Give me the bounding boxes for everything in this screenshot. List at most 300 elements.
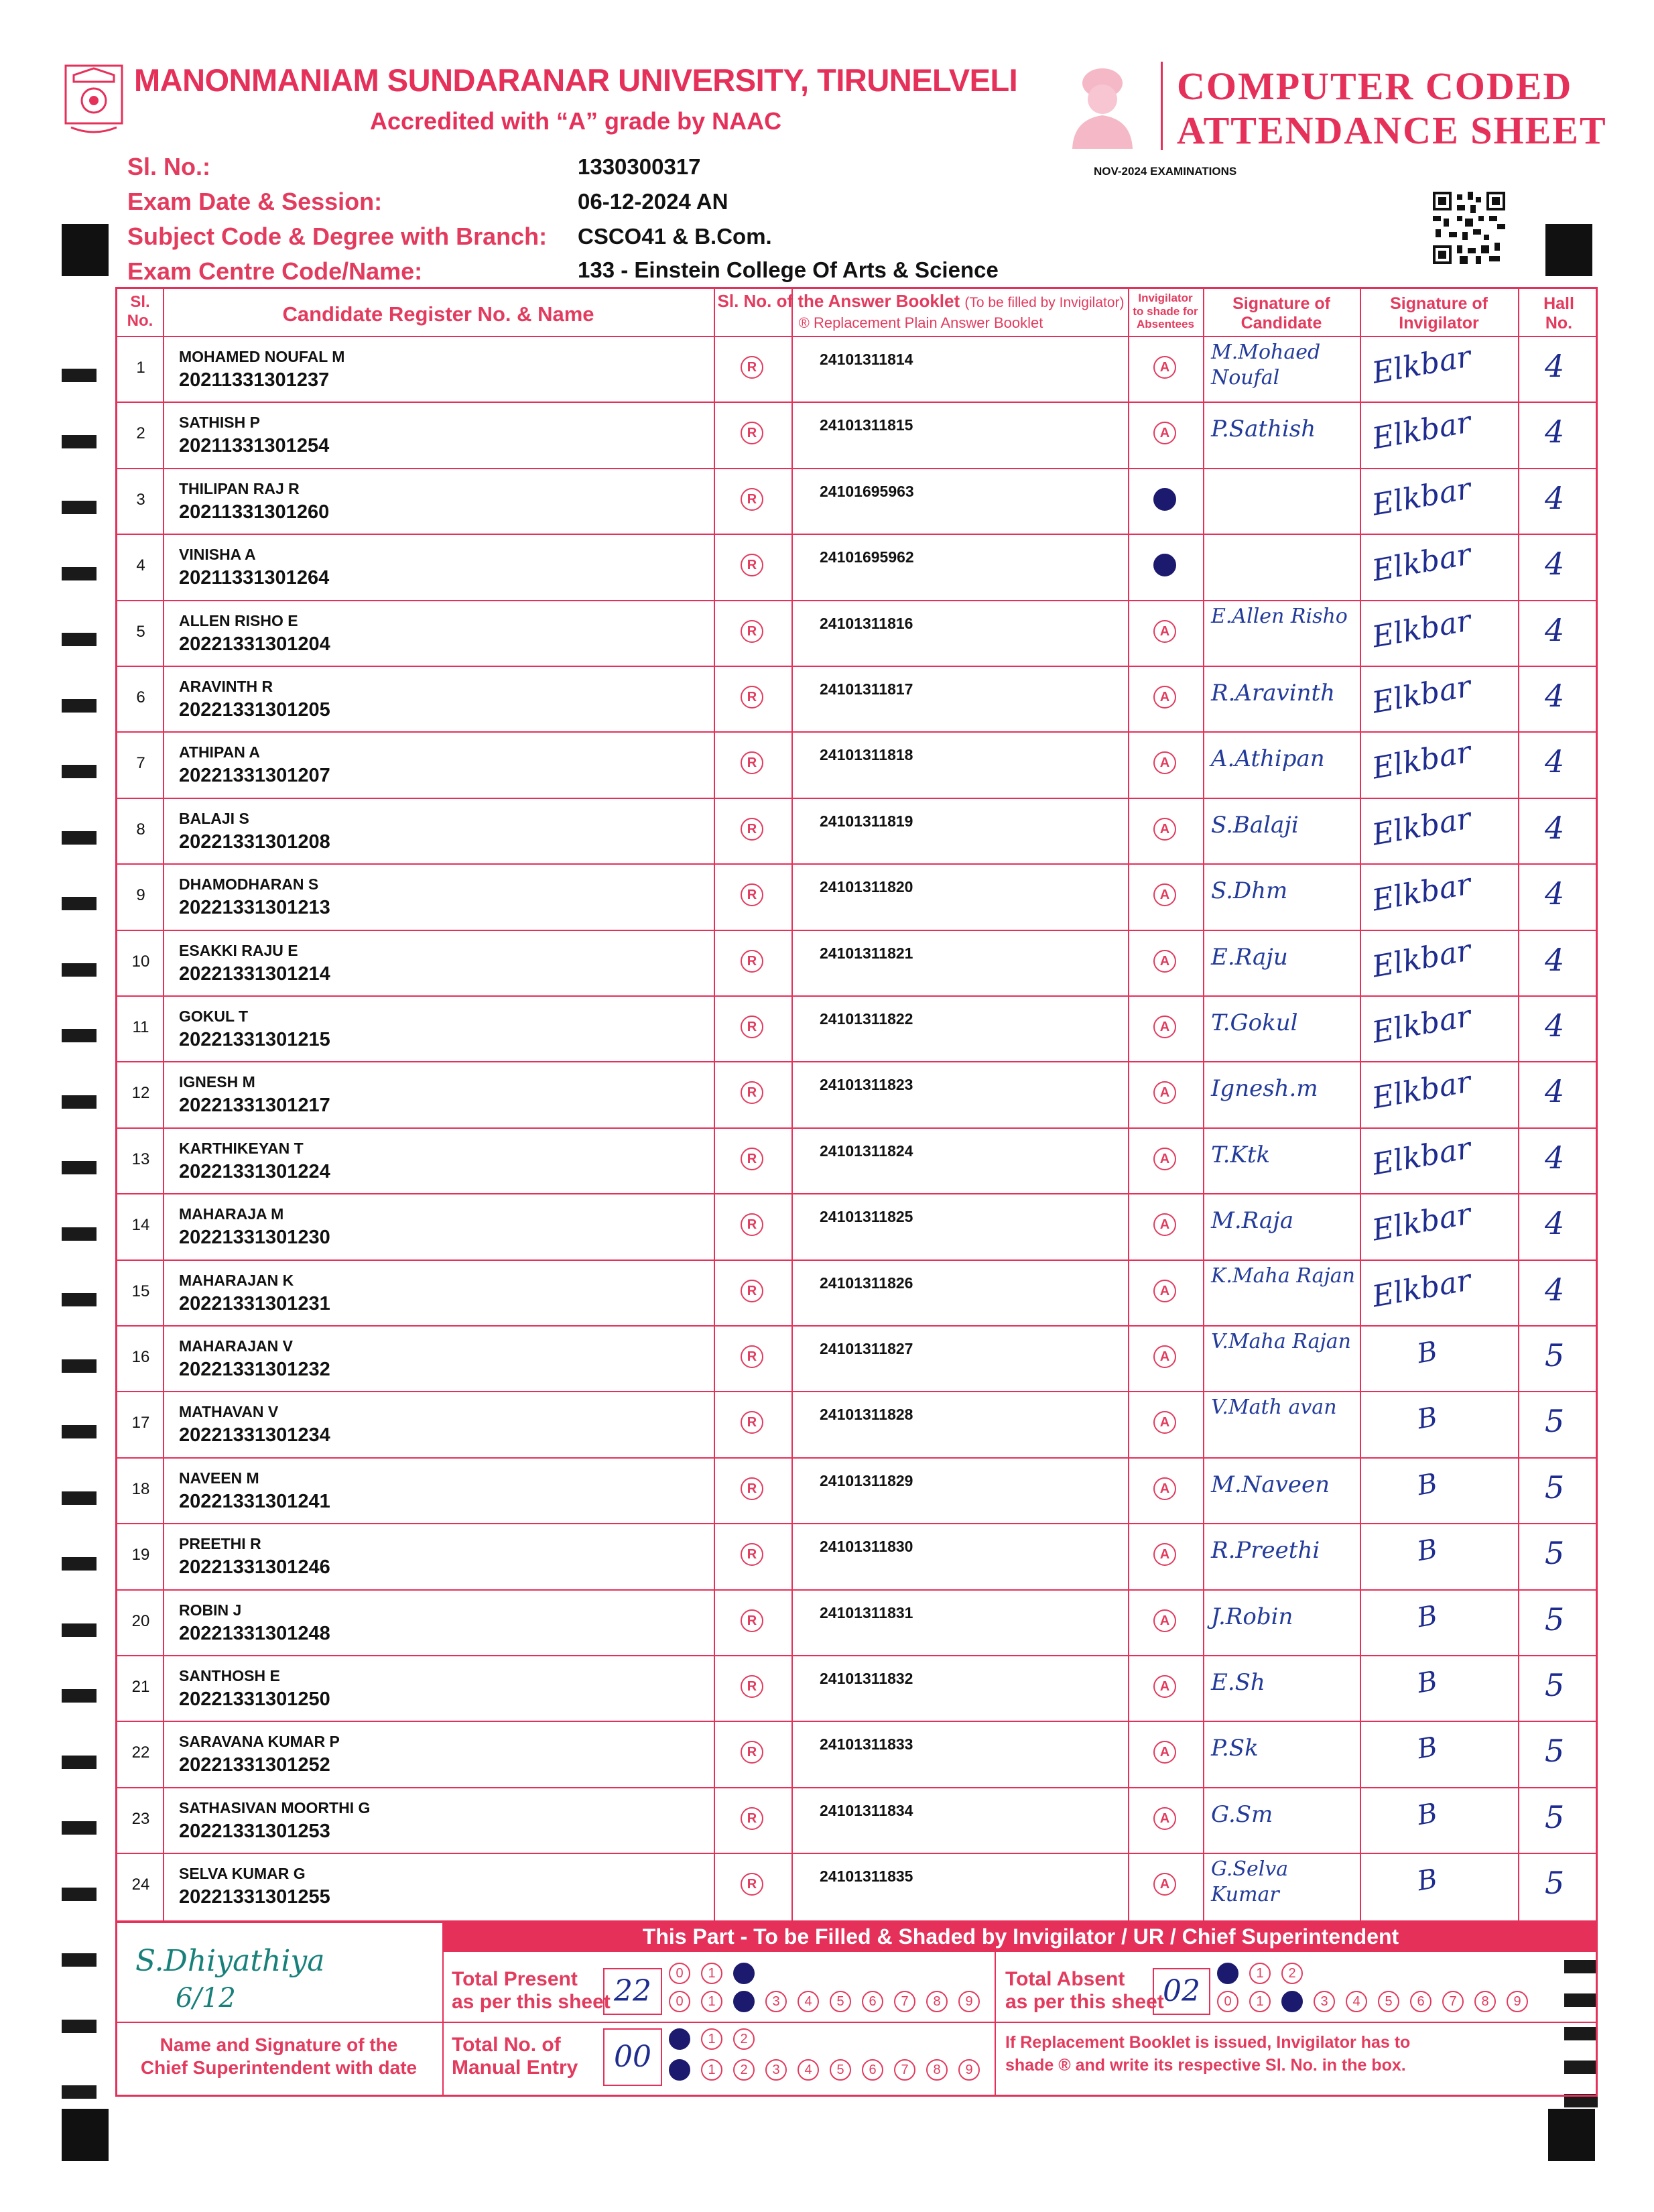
replacement-bubble[interactable]: R <box>741 1345 763 1368</box>
answer-booklet-number: 24101311818 <box>820 746 913 764</box>
answer-booklet-number: 24101311824 <box>820 1142 913 1160</box>
absent-bubble[interactable]: A <box>1153 620 1176 643</box>
candidate-name: ALLEN RISHO E <box>179 611 298 629</box>
table-row <box>117 468 1596 534</box>
replacement-bubble[interactable]: R <box>741 554 763 576</box>
invigilator-signature: B <box>1415 1467 1440 1502</box>
registration-mark <box>62 2109 109 2161</box>
table-row <box>117 1787 1596 1853</box>
register-number: 20211331301254 <box>179 435 330 457</box>
hall-number: 4 <box>1545 1205 1565 1242</box>
candidate-name: ROBIN J <box>179 1601 242 1619</box>
header-sl: Sl. No. <box>127 293 153 330</box>
exam-date-label: Exam Date & Session: <box>127 188 383 215</box>
replacement-bubble[interactable]: R <box>741 1609 763 1632</box>
invigilator-signature: Elkbar <box>1369 603 1474 655</box>
candidate-name: SELVA KUMAR G <box>179 1865 306 1883</box>
replacement-bubble[interactable]: R <box>741 1807 763 1830</box>
registration-mark <box>1545 224 1592 276</box>
register-number: 20221331301253 <box>179 1820 330 1842</box>
timing-mark <box>62 1227 97 1241</box>
absent-bubble[interactable]: A <box>1153 356 1176 379</box>
absent-bubble[interactable]: A <box>1153 686 1176 709</box>
table-row <box>117 1325 1596 1391</box>
row-sl-no: 19 <box>131 1546 150 1564</box>
digit-bubble[interactable]: 1 <box>1249 1991 1271 2012</box>
candidate-name: ATHIPAN A <box>179 743 260 761</box>
header-booklet-note: (To be filled by Invigilator) <box>964 295 1125 310</box>
digit-bubble[interactable]: 8 <box>1474 1991 1496 2012</box>
timing-mark <box>62 2020 97 2033</box>
candidate-signature: M.Raja <box>1211 1207 1294 1235</box>
invigilator-signature: B <box>1415 1402 1440 1436</box>
answer-booklet-number: 24101311823 <box>820 1076 913 1094</box>
replacement-bubble[interactable]: R <box>741 1477 763 1500</box>
answer-booklet-number: 24101695962 <box>820 548 914 566</box>
exam-session-tag: NOV-2024 EXAMINATIONS <box>1094 165 1237 178</box>
candidate-signature: A.Athipan <box>1211 745 1325 773</box>
timing-mark <box>62 1557 97 1571</box>
absent-bubble[interactable] <box>1153 554 1176 576</box>
absent-bubble[interactable]: A <box>1153 751 1176 774</box>
answer-booklet-number: 24101695963 <box>820 482 914 500</box>
absent-bubble[interactable]: A <box>1153 1543 1176 1566</box>
digit-bubble[interactable]: 6 <box>862 2059 883 2081</box>
invigilator-signature: Elkbar <box>1369 1064 1474 1116</box>
register-number: 20221331301234 <box>179 1424 330 1447</box>
digit-bubble[interactable]: 4 <box>1346 1991 1367 2012</box>
register-number: 20221331301231 <box>179 1292 330 1314</box>
row-sl-no: 5 <box>136 622 145 641</box>
table-row <box>117 1523 1596 1589</box>
register-number: 20221331301213 <box>179 897 330 919</box>
register-number: 20211331301264 <box>179 567 330 589</box>
total-absent-box: 02 <box>1153 1968 1210 2015</box>
invigilator-signature: Elkbar <box>1369 537 1474 589</box>
digit-bubble[interactable]: 6 <box>1410 1991 1432 2012</box>
absent-bubble[interactable]: A <box>1153 1741 1176 1764</box>
digit-bubble[interactable]: 2 <box>733 2059 755 2081</box>
candidate-name: SATHASIVAN MOORTHI G <box>179 1798 371 1817</box>
candidate-signature: E.Sh <box>1211 1669 1265 1696</box>
total-absent-tens <box>1217 1963 1314 1984</box>
hall-number: 4 <box>1545 414 1565 450</box>
digit-bubble[interactable]: 5 <box>1378 1991 1399 2012</box>
sheet-title <box>1177 64 1607 153</box>
answer-booklet-number: 24101311816 <box>820 614 913 632</box>
hall-number: 5 <box>1545 1733 1565 1770</box>
absent-bubble[interactable]: A <box>1153 1873 1176 1896</box>
timing-mark <box>62 1425 97 1438</box>
table-row <box>117 731 1596 797</box>
digit-bubble[interactable]: 8 <box>926 1991 948 2012</box>
candidate-signature: E.Raju <box>1211 943 1288 971</box>
hall-number: 5 <box>1545 1798 1565 1835</box>
register-number: 20221331301215 <box>179 1029 330 1050</box>
digit-bubble[interactable]: 1 <box>701 2028 722 2050</box>
register-number: 20221331301204 <box>179 633 330 655</box>
answer-booklet-number: 24101311819 <box>820 812 913 830</box>
register-number: 20221331301252 <box>179 1754 330 1776</box>
candidate-signature: S.Balaji <box>1211 811 1299 839</box>
header-booklet <box>714 292 1128 312</box>
candidate-name: MATHAVAN V <box>179 1403 279 1421</box>
row-sl-no: 13 <box>131 1150 150 1168</box>
register-number: 20221331301208 <box>179 831 330 853</box>
absent-bubble[interactable]: A <box>1153 1016 1176 1038</box>
table-row <box>117 1127 1596 1193</box>
registration-mark <box>62 224 109 276</box>
digit-bubble[interactable]: 3 <box>1314 1991 1335 2012</box>
table-row <box>117 930 1596 995</box>
digit-bubble[interactable] <box>1281 1991 1303 2012</box>
register-number: 20221331301224 <box>179 1160 330 1182</box>
timing-mark <box>62 1888 97 1901</box>
candidate-name: MAHARAJAN K <box>179 1271 294 1289</box>
digit-bubble[interactable]: 0 <box>669 1963 690 1984</box>
digit-bubble[interactable]: 4 <box>798 2059 819 2081</box>
candidate-signature: T.Gokul <box>1211 1009 1298 1036</box>
timing-mark <box>62 765 97 778</box>
timing-mark <box>62 567 97 580</box>
hall-number: 4 <box>1545 875 1565 912</box>
invigilator-signature: Elkbar <box>1369 405 1474 456</box>
table-row <box>117 1589 1596 1655</box>
replacement-bubble[interactable]: R <box>741 488 763 511</box>
digit-bubble[interactable] <box>669 2028 690 2050</box>
candidate-name: SANTHOSH E <box>179 1667 280 1684</box>
absent-bubble[interactable]: A <box>1153 1345 1176 1368</box>
digit-bubble[interactable]: 3 <box>765 2059 787 2081</box>
replacement-note: If Replacement Booklet is issued, Invigilator has to shade ® and write its respective Sl. No. in the box. <box>1005 2033 1411 2075</box>
candidate-name: THILIPAN RAJ R <box>179 479 300 497</box>
register-number: 20211331301237 <box>179 369 330 391</box>
candidate-name: DHAMODHARAN S <box>179 875 319 894</box>
hall-number: 4 <box>1545 941 1565 978</box>
row-sl-no: 17 <box>131 1414 150 1432</box>
candidate-name: ESAKKI RAJU E <box>179 941 298 959</box>
replacement-bubble[interactable]: R <box>741 356 763 379</box>
hall-number: 4 <box>1545 546 1565 582</box>
replacement-bubble[interactable]: R <box>741 686 763 709</box>
register-number: 20221331301214 <box>179 963 330 985</box>
row-sl-no: 22 <box>131 1743 150 1762</box>
row-sl-no: 4 <box>136 556 145 575</box>
digit-bubble[interactable]: 7 <box>1442 1991 1464 2012</box>
candidate-signature: V.Maha Rajan <box>1211 1330 1351 1353</box>
chief-date: 6/12 <box>176 1983 236 2014</box>
absent-bubble[interactable]: A <box>1153 1609 1176 1632</box>
timing-mark <box>62 2085 97 2099</box>
digit-bubble[interactable]: 0 <box>1217 1991 1238 2012</box>
register-number: 20221331301248 <box>179 1622 330 1644</box>
digit-bubble[interactable]: 0 <box>669 1991 690 2012</box>
answer-booklet-number: 24101311815 <box>820 416 913 434</box>
hall-number: 5 <box>1545 1403 1565 1440</box>
replacement-bubble[interactable]: R <box>741 950 763 973</box>
official-section-title: This Part - To be Filled & Shaded by Invigilator / UR / Chief Superintendent <box>444 1921 1598 1952</box>
row-sl-no: 20 <box>131 1611 150 1630</box>
invigilator-signature: B <box>1415 1335 1440 1370</box>
row-sl-no: 15 <box>131 1282 150 1300</box>
digit-bubble[interactable]: 1 <box>701 1963 722 1984</box>
sl-no-label: Sl. No.: <box>127 153 210 180</box>
digit-bubble[interactable]: 3 <box>765 1991 787 2012</box>
timing-mark <box>62 1953 97 1967</box>
answer-booklet-number: 24101311817 <box>820 680 913 698</box>
table-row <box>117 1391 1596 1457</box>
replacement-bubble[interactable]: R <box>741 422 763 444</box>
hall-number: 4 <box>1545 809 1565 846</box>
header-divider <box>1161 62 1163 150</box>
row-sl-no: 2 <box>136 424 145 443</box>
absent-bubble[interactable]: A <box>1153 950 1176 973</box>
header-booklet-title: Sl. No. of the Answer Booklet <box>717 291 960 311</box>
replacement-bubble[interactable]: R <box>741 883 763 906</box>
replacement-bubble[interactable]: R <box>741 1213 763 1236</box>
sheet-title-line-2: ATTENDANCE SHEET <box>1177 109 1607 152</box>
official-section <box>115 1921 1598 2097</box>
candidate-signature: K.Maha Rajan <box>1211 1264 1355 1288</box>
register-number: 20221331301241 <box>179 1490 330 1512</box>
chief-signature: S.Dhiyathiya <box>135 1944 325 1978</box>
attendance-table <box>115 287 1598 1922</box>
subject-label: Subject Code & Degree with Branch: <box>127 223 548 250</box>
candidate-signature: Ignesh.m <box>1211 1075 1318 1103</box>
candidate-signature: E.Allen Risho <box>1211 604 1348 628</box>
timing-mark <box>62 1029 97 1042</box>
row-sl-no: 11 <box>132 1018 149 1036</box>
table-row <box>117 798 1596 863</box>
invigilator-signature: Elkbar <box>1369 339 1474 391</box>
answer-booklet-number: 24101311832 <box>820 1670 913 1687</box>
candidate-signature: S.Dhm <box>1211 877 1288 905</box>
university-emblem <box>62 62 126 137</box>
absent-bubble[interactable]: A <box>1153 883 1176 906</box>
timing-mark <box>62 1623 97 1637</box>
candidate-name: IGNESH M <box>179 1073 255 1091</box>
answer-booklet-number: 24101311833 <box>820 1735 913 1754</box>
invigilator-signature: Elkbar <box>1369 999 1474 1050</box>
invigilator-signature: Elkbar <box>1369 867 1474 918</box>
replacement-bubble[interactable]: R <box>741 751 763 774</box>
candidate-name: MOHAMED NOUFAL M <box>179 348 345 365</box>
invigilator-signature: Elkbar <box>1369 933 1474 985</box>
absent-bubble[interactable]: A <box>1153 1213 1176 1236</box>
table-row <box>117 1193 1596 1259</box>
digit-bubble[interactable]: 2 <box>733 2028 755 2050</box>
exam-date-value: 06-12-2024 AN <box>578 189 728 214</box>
digit-bubble[interactable]: 7 <box>894 1991 915 2012</box>
header-replacement: ® Replacement Plain Answer Booklet <box>798 314 1043 331</box>
timing-mark <box>62 1359 97 1373</box>
replacement-bubble[interactable]: R <box>741 1543 763 1566</box>
total-present-box: 22 <box>603 1968 662 2015</box>
invigilator-signature: Elkbar <box>1369 1263 1474 1314</box>
timing-mark <box>62 963 97 977</box>
register-number: 20221331301205 <box>179 699 330 721</box>
answer-booklet-number: 24101311829 <box>820 1471 913 1489</box>
timing-mark <box>62 831 97 845</box>
timing-mark <box>62 501 97 514</box>
timing-mark <box>62 369 97 382</box>
total-present-units <box>669 1991 991 2012</box>
row-sl-no: 1 <box>136 359 145 377</box>
digit-bubble[interactable]: 9 <box>958 2059 980 2081</box>
digit-bubble[interactable]: 1 <box>701 2059 722 2081</box>
row-sl-no: 8 <box>136 820 145 839</box>
answer-booklet-number: 24101311828 <box>820 1406 913 1424</box>
registration-mark <box>1548 2109 1595 2161</box>
replacement-bubble[interactable]: R <box>741 1873 763 1896</box>
hall-number: 5 <box>1545 1601 1565 1638</box>
candidate-signature: G.Selva Kumar <box>1211 1857 1289 1907</box>
invigilator-signature: B <box>1415 1863 1440 1898</box>
row-sl-no: 14 <box>131 1216 150 1235</box>
table-row <box>117 336 1596 402</box>
row-sl-no: 21 <box>131 1678 150 1696</box>
row-sl-no: 23 <box>131 1809 150 1828</box>
replacement-bubble[interactable]: R <box>741 620 763 643</box>
table-row <box>117 1721 1596 1786</box>
hall-number: 4 <box>1545 611 1565 648</box>
absent-bubble[interactable] <box>1153 488 1176 511</box>
digit-bubble[interactable]: 7 <box>894 2059 915 2081</box>
hall-number: 4 <box>1545 678 1565 714</box>
hall-number: 5 <box>1545 1337 1565 1373</box>
header-invigilator-shade: Invigilator to shade for Absentees <box>1133 292 1198 331</box>
header-candidate: Candidate Register No. & Name <box>282 302 594 326</box>
candidate-name: BALAJI S <box>179 809 249 827</box>
replacement-bubble[interactable]: R <box>741 1675 763 1698</box>
candidate-signature: R.Preethi <box>1211 1537 1320 1564</box>
invigilator-signature: B <box>1415 1731 1440 1766</box>
answer-booklet-number: 24101311822 <box>820 1010 913 1028</box>
invigilator-signature: Elkbar <box>1369 735 1474 786</box>
candidate-name: PREETHI R <box>179 1535 261 1553</box>
invigilator-signature: Elkbar <box>1369 1131 1474 1182</box>
manual-entry-box: 00 <box>603 2028 662 2086</box>
table-row <box>117 863 1596 929</box>
table-row <box>117 1259 1596 1325</box>
candidate-signature: R.Aravinth <box>1211 680 1336 706</box>
digit-bubble[interactable]: 9 <box>958 1991 980 2012</box>
timing-mark <box>62 1293 97 1306</box>
table-row <box>117 666 1596 731</box>
total-absent-label: Total Absent as per this sheet <box>1005 1968 1164 2013</box>
digit-bubble[interactable]: 5 <box>830 1991 851 2012</box>
hall-number: 5 <box>1545 1535 1565 1572</box>
digit-bubble[interactable] <box>733 1991 755 2012</box>
digit-bubble[interactable] <box>1217 1963 1238 1984</box>
candidate-signature: M.Mohaed Noufal <box>1211 341 1321 389</box>
invigilator-signature: Elkbar <box>1369 1196 1474 1248</box>
digit-bubble[interactable]: 2 <box>1281 1963 1303 1984</box>
invigilator-signature: B <box>1415 1797 1440 1832</box>
absent-bubble[interactable]: A <box>1153 1081 1176 1104</box>
timing-mark <box>62 1756 97 1769</box>
invigilator-signature: B <box>1415 1599 1440 1634</box>
candidate-name: SATHISH P <box>179 414 260 432</box>
timing-mark <box>62 1689 97 1703</box>
manual-entry-label: Total No. of Manual Entry <box>452 2034 578 2079</box>
register-number: 20221331301250 <box>179 1688 330 1710</box>
manual-entry-tens <box>669 2028 765 2050</box>
candidate-signature: J.Robin <box>1211 1603 1293 1630</box>
replacement-bubble[interactable]: R <box>741 818 763 841</box>
answer-booklet-number: 24101311821 <box>820 944 913 962</box>
table-row <box>117 1457 1596 1523</box>
replacement-bubble[interactable]: R <box>741 1280 763 1302</box>
replacement-bubble[interactable]: R <box>741 1016 763 1038</box>
replacement-bubble[interactable]: R <box>741 1411 763 1434</box>
register-number: 20221331301217 <box>179 1095 330 1117</box>
centre-label: Exam Centre Code/Name: <box>127 257 423 285</box>
digit-bubble[interactable]: 8 <box>926 2059 948 2081</box>
candidate-signature: P.Sathish <box>1211 416 1316 443</box>
row-sl-no: 18 <box>131 1479 150 1498</box>
timing-mark <box>62 1161 97 1174</box>
register-number: 20211331301260 <box>179 501 330 523</box>
hall-number: 4 <box>1545 348 1565 384</box>
register-number: 20221331301230 <box>179 1227 330 1249</box>
absent-bubble[interactable]: A <box>1153 1411 1176 1434</box>
digit-bubble[interactable]: 6 <box>862 1991 883 2012</box>
total-present-tens <box>669 1963 765 1984</box>
digit-bubble[interactable]: 1 <box>701 1991 722 2012</box>
candidate-name: NAVEEN M <box>179 1469 259 1487</box>
absent-bubble[interactable]: A <box>1153 422 1176 444</box>
digit-bubble[interactable]: 5 <box>830 2059 851 2081</box>
invigilator-signature: Elkbar <box>1369 801 1474 853</box>
digit-bubble[interactable]: 4 <box>798 1991 819 2012</box>
replacement-bubble[interactable]: R <box>741 1081 763 1104</box>
answer-booklet-number: 24101311814 <box>820 351 913 368</box>
hall-number: 4 <box>1545 1271 1565 1308</box>
table-row <box>117 1853 1596 1918</box>
hall-number: 4 <box>1545 743 1565 780</box>
absent-bubble[interactable]: A <box>1153 1280 1176 1302</box>
timing-mark <box>62 435 97 448</box>
replacement-bubble[interactable]: R <box>741 1148 763 1170</box>
table-row <box>117 995 1596 1061</box>
candidate-signature: M.Naveen <box>1211 1471 1330 1498</box>
header-hall: Hall No. <box>1543 294 1574 332</box>
replacement-bubble[interactable]: R <box>741 1741 763 1764</box>
total-absent-units <box>1217 1991 1539 2012</box>
digit-bubble[interactable] <box>669 2059 690 2081</box>
sl-no-value: 1330300317 <box>578 154 701 179</box>
absent-bubble[interactable]: A <box>1153 1148 1176 1170</box>
qr-code <box>1433 192 1505 264</box>
absent-bubble[interactable]: A <box>1153 1477 1176 1500</box>
candidate-name: MAHARAJA M <box>179 1205 284 1223</box>
answer-booklet-number: 24101311825 <box>820 1208 913 1226</box>
total-present-label: Total Present as per this sheet <box>452 1968 611 2013</box>
hall-number: 5 <box>1545 1865 1565 1902</box>
digit-bubble[interactable]: 9 <box>1507 1991 1528 2012</box>
row-sl-no: 3 <box>136 490 145 509</box>
absent-bubble[interactable]: A <box>1153 818 1176 841</box>
digit-bubble[interactable] <box>733 1963 755 1984</box>
absent-bubble[interactable]: A <box>1153 1675 1176 1698</box>
timing-mark <box>62 633 97 646</box>
chief-label: Name and Signature of the Chief Superintendent with date <box>140 2034 418 2078</box>
candidate-signature: V.Math avan <box>1211 1396 1337 1420</box>
absent-bubble[interactable]: A <box>1153 1807 1176 1830</box>
table-row <box>117 1061 1596 1127</box>
digit-bubble[interactable]: 1 <box>1249 1963 1271 1984</box>
